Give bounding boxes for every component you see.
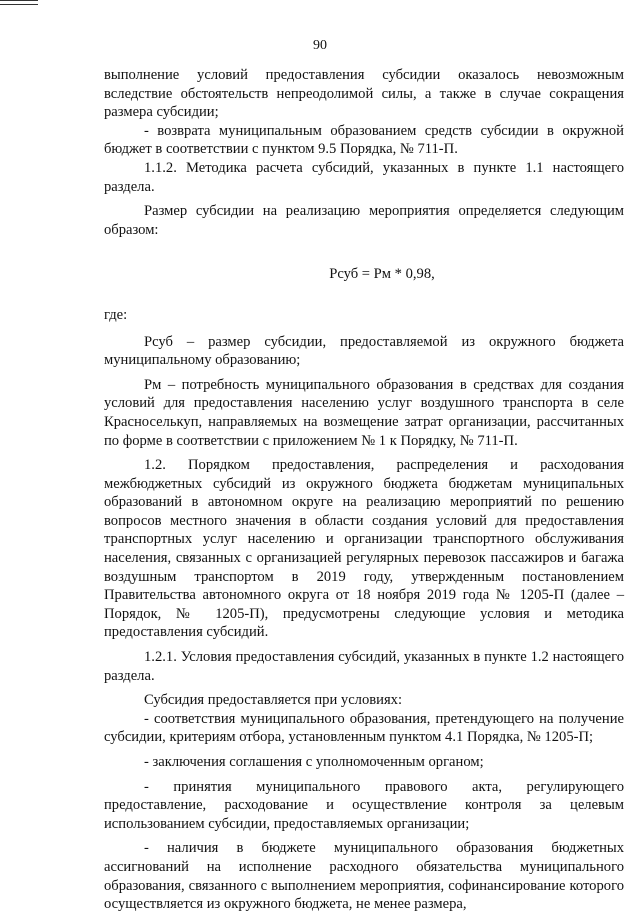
definition: Рсуб – размер субсидии, предоставляемой из окружного бюджета муниципальному образованию; <box>104 333 624 369</box>
corner-mark <box>0 0 38 5</box>
section-heading: 1.1.2. Методика расчета субсидий, указанных в пункте 1.1 настоящего раздела. <box>104 159 624 195</box>
paragraph: Размер субсидии на реализацию мероприятия определяется следующим образом: <box>104 203 624 238</box>
page-number: 90 <box>313 38 327 53</box>
section-paragraph: 1.2. Порядком предоставления, распределения и расходования межбюджетных субсидий из окружного бюджета бюджетам муниципальных образований в автономном округе на реализацию мероприятий по решению вопросов местного значения в области создания условий для предоставления транспортных услуг населению и организации транспортного обслуживания населения, связанных с организацией регулярных перевозок пассажиров и багажа воздушным транспортом в 2019 году, утвержденным постановлением Правительства автономного округа от 18 ноября 2019 года № 1205-П (далее – Порядок, № 1205-П), предусмотрены следующие условия и методика предоставления субсидий. <box>104 457 624 641</box>
list-item: - возврата муниципальным образованием средств субсидии в окружной бюджет в соответствии с пунктом 9.5 Порядка, № 711-П. <box>104 122 624 158</box>
definition: Рм – потребность муниципального образования в средствах для создания условий для предоставления населению услуг воздушного транспорта в селе Красноселькуп, направляемых на возмещение затрат организации, рассчитанных по форме в соответствии с приложением № 1 к Порядку, № 711-П. <box>104 376 624 449</box>
formula: Рсуб = Рм * 0,98, <box>329 266 435 283</box>
document-body <box>104 66 624 914</box>
paragraph: Субсидия предоставляется при условиях: <box>144 692 403 709</box>
where-label: где: <box>104 306 128 323</box>
section-heading: 1.2.1. Условия предоставления субсидий, указанных в пункте 1.2 настоящего раздела. <box>104 649 624 684</box>
list-item: - заключения соглашения с уполномоченным органом; <box>144 754 484 770</box>
list-item: - принятия муниципального правового акта, регулирующего предоставление, расходование и осуществление контроля за целевым использованием субсидии, предоставляемых организации; <box>104 778 624 832</box>
list-item: - наличия в бюджете муниципального образования бюджетных ассигнований на исполнение расходного обязательства муниципального образования, связанного с выполнением мероприятия, софинансирование которого осуществляется из окружного бюджета, не менее размера, <box>104 840 624 913</box>
paragraph: выполнение условий предоставления субсидии оказалось невозможным вследствие обстоятельств непреодолимой силы, а также в случае сокращения размера субсидии; <box>104 67 624 121</box>
list-item: - соответствия муниципального образования, претендующего на получение субсидии, критериям отбора, установленным пунктом 4.1 Порядка, № 1205-П; <box>104 710 624 746</box>
